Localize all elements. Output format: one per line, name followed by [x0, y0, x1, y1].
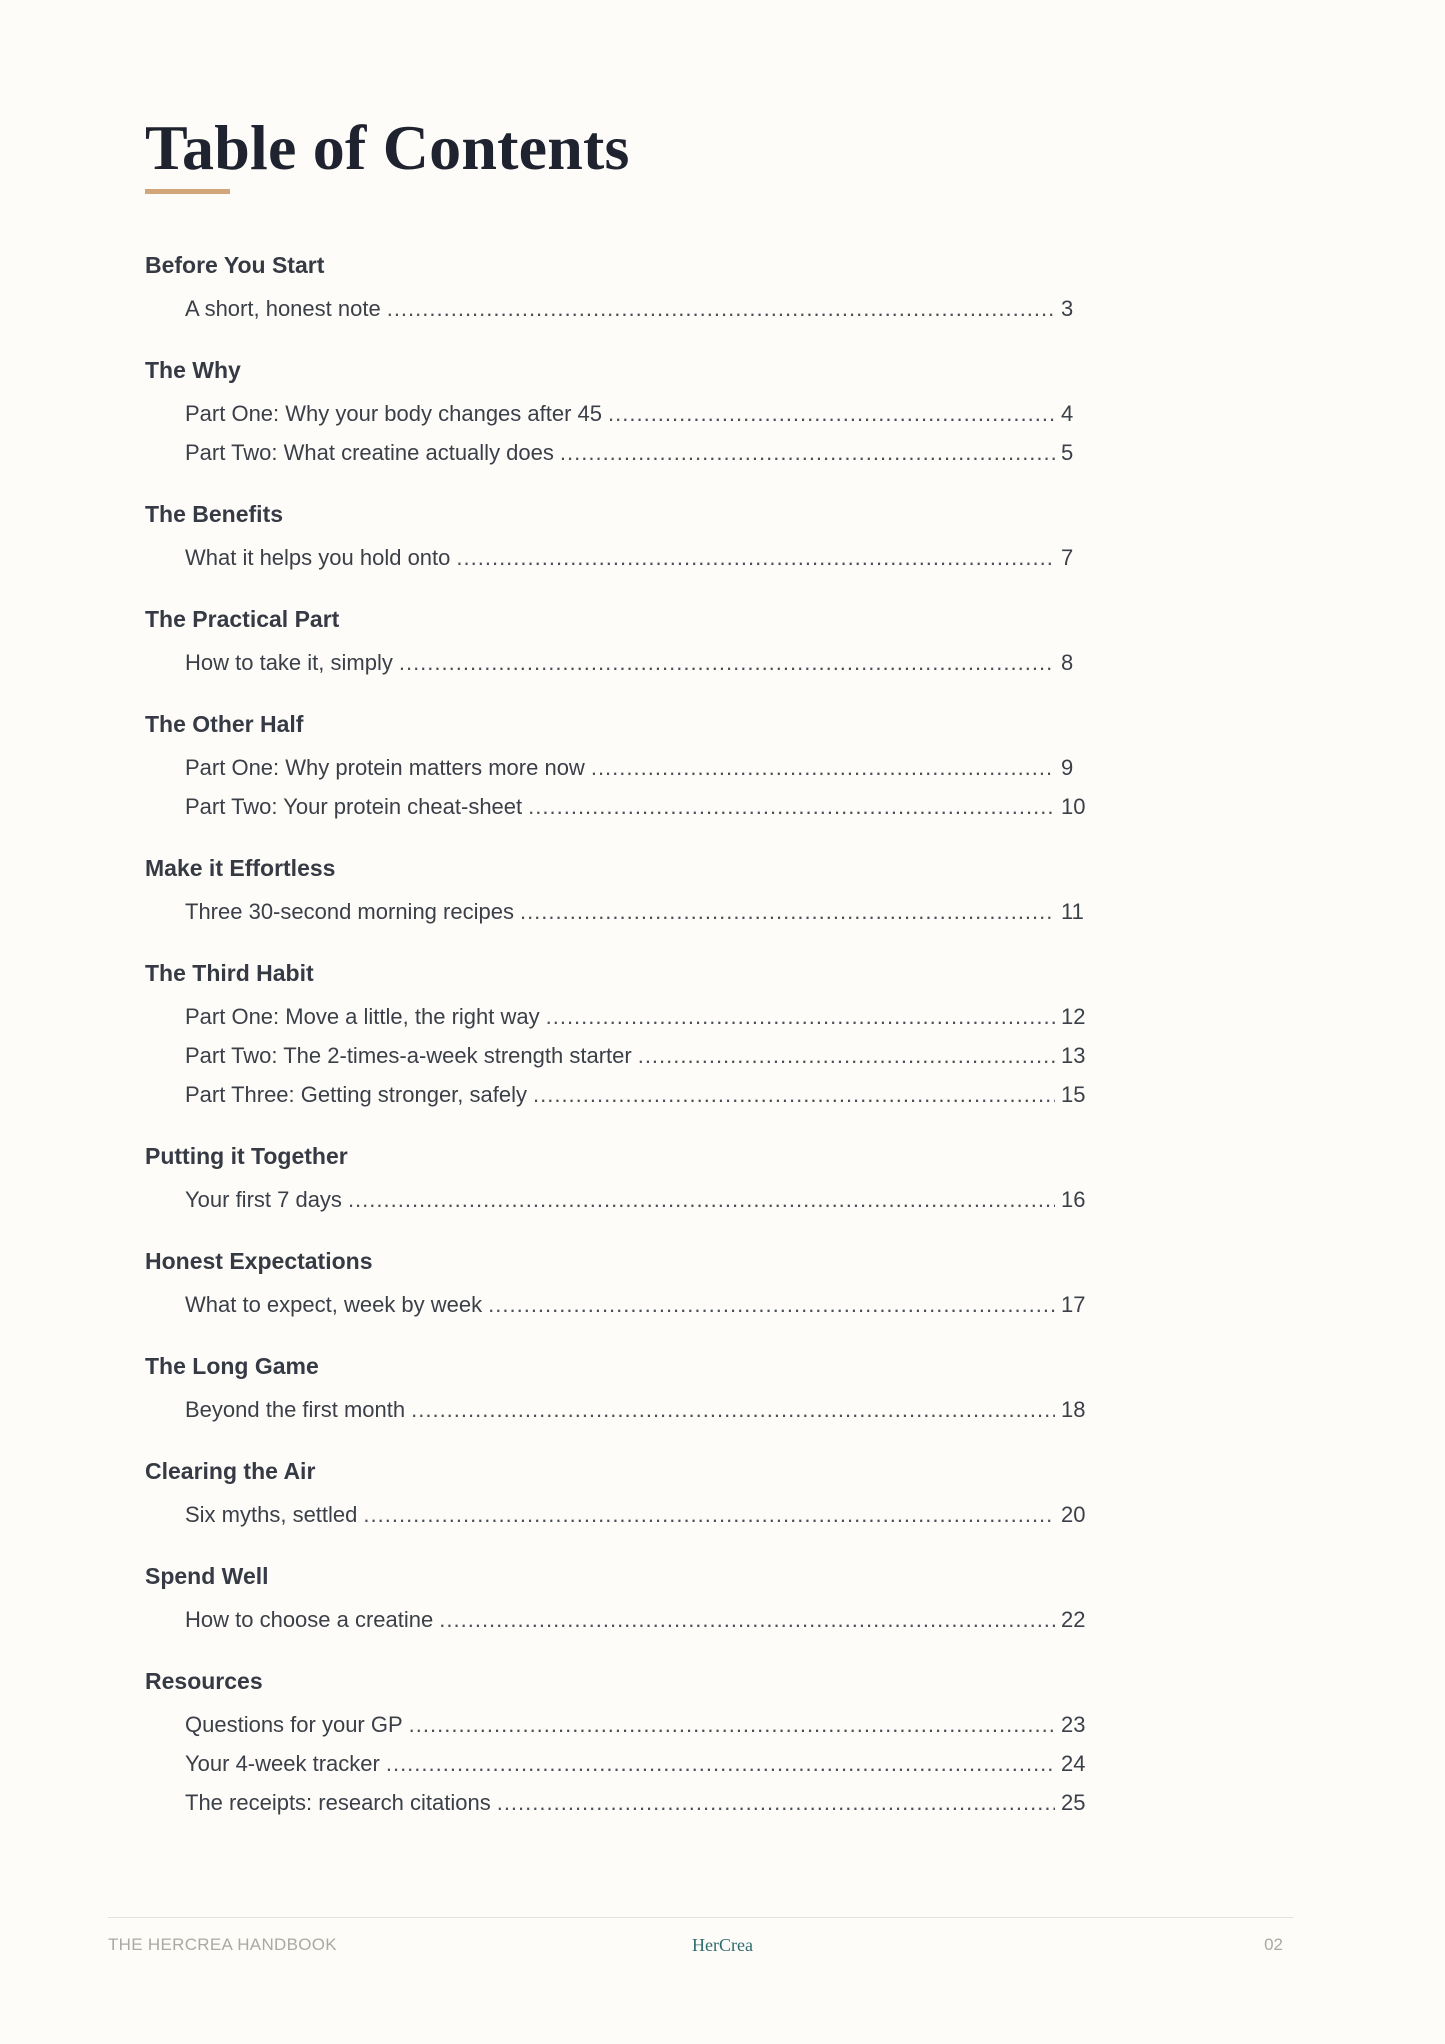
toc-entry[interactable]: [145, 748, 1095, 787]
title-underline: [145, 189, 230, 194]
footer-divider: [108, 1917, 1293, 1918]
toc-entry-page-number: 18: [1061, 1397, 1086, 1422]
toc-entry-label: Your first 7 days: [185, 1187, 342, 1212]
toc-section-heading: Clearing the Air: [145, 1458, 316, 1484]
toc-section: [145, 355, 1095, 472]
toc-entry-page-number: 4: [1061, 401, 1074, 426]
toc-entry-label: Part One: Why protein matters more now: [185, 755, 585, 780]
toc-section: [145, 709, 1095, 826]
toc-section: [145, 958, 1095, 1114]
toc-entry-page-number: 10: [1061, 794, 1086, 819]
toc-entry[interactable]: [145, 394, 1095, 433]
dot-leader: [497, 1783, 1055, 1822]
toc-section: [145, 1351, 1095, 1429]
toc-entry-page-number: 16: [1061, 1187, 1086, 1212]
toc-entry-label: What to expect, week by week: [185, 1292, 483, 1317]
dot-leader: [520, 892, 1055, 931]
dot-leader: [387, 289, 1055, 328]
toc-entry[interactable]: [145, 1495, 1095, 1534]
toc-entry-page-number: 22: [1061, 1607, 1086, 1632]
toc-section-heading: The Benefits: [145, 501, 284, 527]
dot-leader: [348, 1180, 1055, 1219]
toc-entry[interactable]: [145, 1390, 1095, 1429]
footer-brand: HerCrea: [692, 1935, 753, 1955]
dot-leader: [409, 1705, 1055, 1744]
toc-entry-page-number: 25: [1061, 1790, 1086, 1815]
toc-section-heading: The Why: [145, 357, 241, 383]
toc-entry-label: Part One: Move a little, the right way: [185, 1004, 540, 1029]
dot-leader: [488, 1285, 1055, 1324]
toc-section: [145, 250, 1095, 328]
toc-entry[interactable]: [145, 643, 1095, 682]
toc-entry[interactable]: [145, 289, 1095, 328]
toc-section-heading: The Other Half: [145, 711, 304, 737]
toc-entry[interactable]: [145, 1285, 1095, 1324]
toc-entry-page-number: 23: [1061, 1712, 1086, 1737]
dot-leader: [386, 1744, 1055, 1783]
dot-leader: [528, 787, 1055, 826]
toc-entry-label: How to take it, simply: [185, 650, 393, 675]
toc-entry-label: How to choose a creatine: [185, 1607, 434, 1632]
toc-entry[interactable]: [145, 997, 1095, 1036]
toc-entry-page-number: 12: [1061, 1004, 1086, 1029]
toc-entry-label: Six myths, settled: [185, 1502, 358, 1527]
dot-leader: [399, 643, 1055, 682]
toc-entry[interactable]: [145, 433, 1095, 472]
toc-entry-label: Beyond the first month: [185, 1397, 406, 1422]
toc-entry-label: Part Two: What creatine actually does: [185, 440, 554, 465]
toc-entry[interactable]: [145, 1600, 1095, 1639]
toc-entry-label: Three 30-second morning recipes: [185, 899, 514, 924]
dot-leader: [411, 1390, 1055, 1429]
toc-entry[interactable]: [145, 1036, 1095, 1075]
toc-entry-page-number: 5: [1061, 440, 1074, 465]
dot-leader: [439, 1600, 1055, 1639]
toc-section: [145, 853, 1095, 931]
toc-entry[interactable]: [145, 1783, 1095, 1822]
footer-handbook-title: THE HERCREA HANDBOOK: [108, 1935, 337, 1954]
toc-entry-page-number: 13: [1061, 1043, 1086, 1068]
toc-entry[interactable]: [145, 1744, 1095, 1783]
dot-leader: [363, 1495, 1055, 1534]
toc-entry[interactable]: [145, 1180, 1095, 1219]
toc-entry-label: Part Two: The 2-times-a-week strength starter: [185, 1043, 632, 1068]
toc-entry[interactable]: [145, 1075, 1095, 1114]
footer-page-number: 02: [1264, 1935, 1283, 1954]
toc-section-heading: Make it Effortless: [145, 855, 336, 881]
page-title: Table of Contents: [145, 112, 630, 183]
toc-section: [145, 1561, 1095, 1639]
toc-section-heading: The Practical Part: [145, 606, 340, 632]
toc-section-heading: Before You Start: [145, 252, 325, 278]
dot-leader: [546, 997, 1055, 1036]
toc-entry-page-number: 8: [1061, 650, 1074, 675]
toc-entry[interactable]: [145, 892, 1095, 931]
toc-section-heading: The Long Game: [145, 1353, 319, 1379]
toc-section: [145, 1456, 1095, 1534]
toc-section-heading: Putting it Together: [145, 1143, 348, 1169]
table-of-contents: [145, 250, 1095, 1849]
toc-section: [145, 1666, 1095, 1822]
toc-entry[interactable]: [145, 1705, 1095, 1744]
toc-section: [145, 604, 1095, 682]
dot-leader: [456, 538, 1055, 577]
toc-entry-page-number: 15: [1061, 1082, 1086, 1107]
toc-section-heading: Honest Expectations: [145, 1248, 373, 1274]
toc-entry-page-number: 11: [1061, 899, 1084, 924]
toc-entry-label: Part One: Why your body changes after 45: [185, 401, 603, 426]
toc-section-heading: Spend Well: [145, 1563, 269, 1589]
toc-entry-page-number: 24: [1061, 1751, 1086, 1776]
dot-leader: [560, 433, 1055, 472]
toc-section-heading: The Third Habit: [145, 960, 314, 986]
toc-section: [145, 1141, 1095, 1219]
dot-leader: [533, 1075, 1055, 1114]
toc-section: [145, 1246, 1095, 1324]
dot-leader: [591, 748, 1055, 787]
dot-leader: [608, 394, 1055, 433]
toc-entry-page-number: 9: [1061, 755, 1074, 780]
toc-entry-page-number: 20: [1061, 1502, 1086, 1527]
toc-entry[interactable]: [145, 538, 1095, 577]
toc-entry-label: Part Two: Your protein cheat-sheet: [185, 794, 523, 819]
toc-entry-page-number: 3: [1061, 296, 1074, 321]
toc-entry-label: The receipts: research citations: [185, 1790, 491, 1815]
toc-entry-page-number: 7: [1061, 545, 1074, 570]
toc-section: [145, 499, 1095, 577]
toc-entry[interactable]: [145, 787, 1095, 826]
toc-section-heading: Resources: [145, 1668, 263, 1694]
toc-entry-label: Your 4-week tracker: [185, 1751, 380, 1776]
toc-entry-label: Questions for your GP: [185, 1712, 403, 1737]
toc-entry-label: What it helps you hold onto: [185, 545, 451, 570]
toc-entry-page-number: 17: [1061, 1292, 1086, 1317]
dot-leader: [638, 1036, 1055, 1075]
toc-entry-label: Part Three: Getting stronger, safely: [185, 1082, 527, 1107]
toc-entry-label: A short, honest note: [185, 296, 381, 321]
